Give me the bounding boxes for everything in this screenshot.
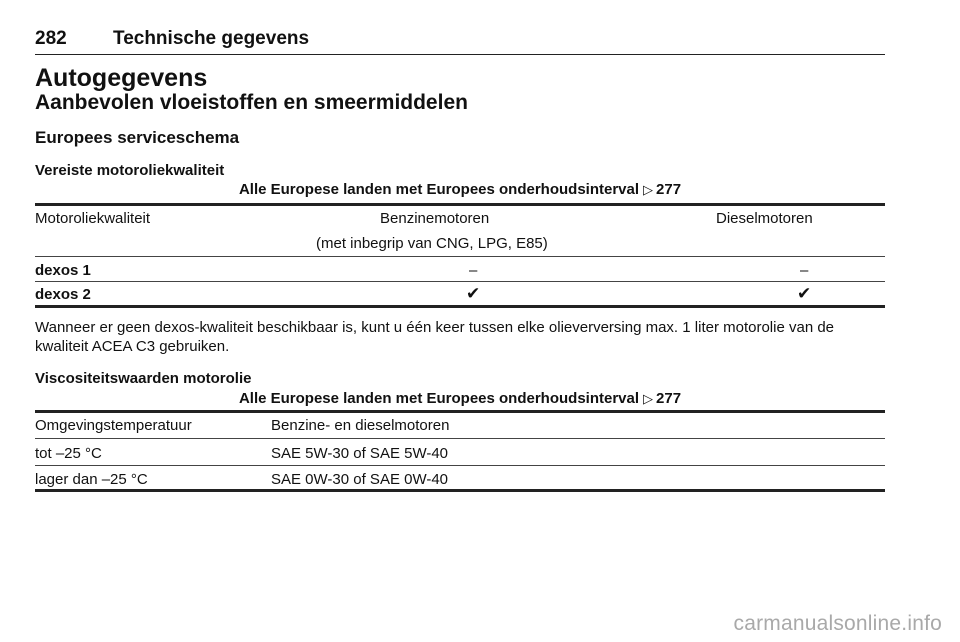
col-header-petrol: Benzinemotoren [380, 210, 490, 227]
row-value-1: SAE 5W-30 of SAE 5W-40 [271, 445, 449, 462]
section-title: Technische gegevens [113, 28, 310, 49]
col-header-temperature: Omgevingstemperatuur [35, 417, 192, 434]
header-divider [35, 256, 885, 257]
note-paragraph: Wanneer er geen dexos-kwaliteit beschikbaar is, kunt u één keer tussen elke olieverversing max. 1 liter motorolie van de kwaliteit ACEA C3 gebruiken. [35, 319, 835, 355]
page-subtitle: Aanbevolen vloeistoffen en smeermiddelen [35, 91, 468, 114]
page-title: Autogegevens [35, 64, 208, 92]
caption-ref: 277 [656, 181, 682, 198]
col-header-diesel: Dieselmotoren [716, 210, 813, 227]
checkmark-icon: ✔ [797, 284, 812, 303]
row-divider [35, 465, 885, 466]
table-bottom-rule [35, 489, 885, 492]
header-divider [35, 438, 885, 439]
oil-quality-title: Vereiste motoroliekwaliteit [35, 162, 225, 179]
watermark: carmanualsonline.info [733, 612, 942, 635]
col-header-engines: Benzine- en dieselmotoren [271, 417, 450, 434]
triangle-reference-icon: ▷ [643, 182, 654, 197]
table-top-rule [35, 410, 885, 413]
col-header-quality: Motoroliekwaliteit [35, 210, 151, 227]
table-top-rule [35, 203, 885, 206]
page-header [35, 28, 885, 55]
col-header-petrol-note: (met inbegrip van CNG, LPG, E85) [316, 235, 548, 252]
row-temp-1: tot –25 °C [35, 445, 102, 462]
caption-text: Alle Europese landen met Europees onderhoudsinterval [238, 181, 640, 198]
row-dexos2-label: dexos 2 [35, 286, 91, 303]
caption-text: Alle Europese landen met Europees onderhoudsinterval [238, 390, 640, 407]
table-bottom-rule [35, 305, 885, 308]
row-value-2: SAE 0W-30 of SAE 0W-40 [271, 471, 449, 488]
caption-ref: 277 [656, 390, 682, 407]
oil-quality-caption [35, 181, 885, 198]
schema-title: Europees serviceschema [35, 128, 240, 147]
row-temp-2: lager dan –25 °C [35, 471, 148, 488]
triangle-reference-icon: ▷ [643, 391, 654, 406]
row-dexos1-diesel: – [800, 262, 809, 279]
row-dexos1-petrol: – [469, 262, 478, 279]
viscosity-caption [35, 390, 885, 407]
viscosity-title: Viscositeitswaarden motorolie [35, 370, 252, 387]
row-dexos1-label: dexos 1 [35, 262, 91, 279]
page-number: 282 [35, 28, 67, 49]
checkmark-icon: ✔ [466, 284, 481, 303]
row-divider [35, 281, 885, 282]
